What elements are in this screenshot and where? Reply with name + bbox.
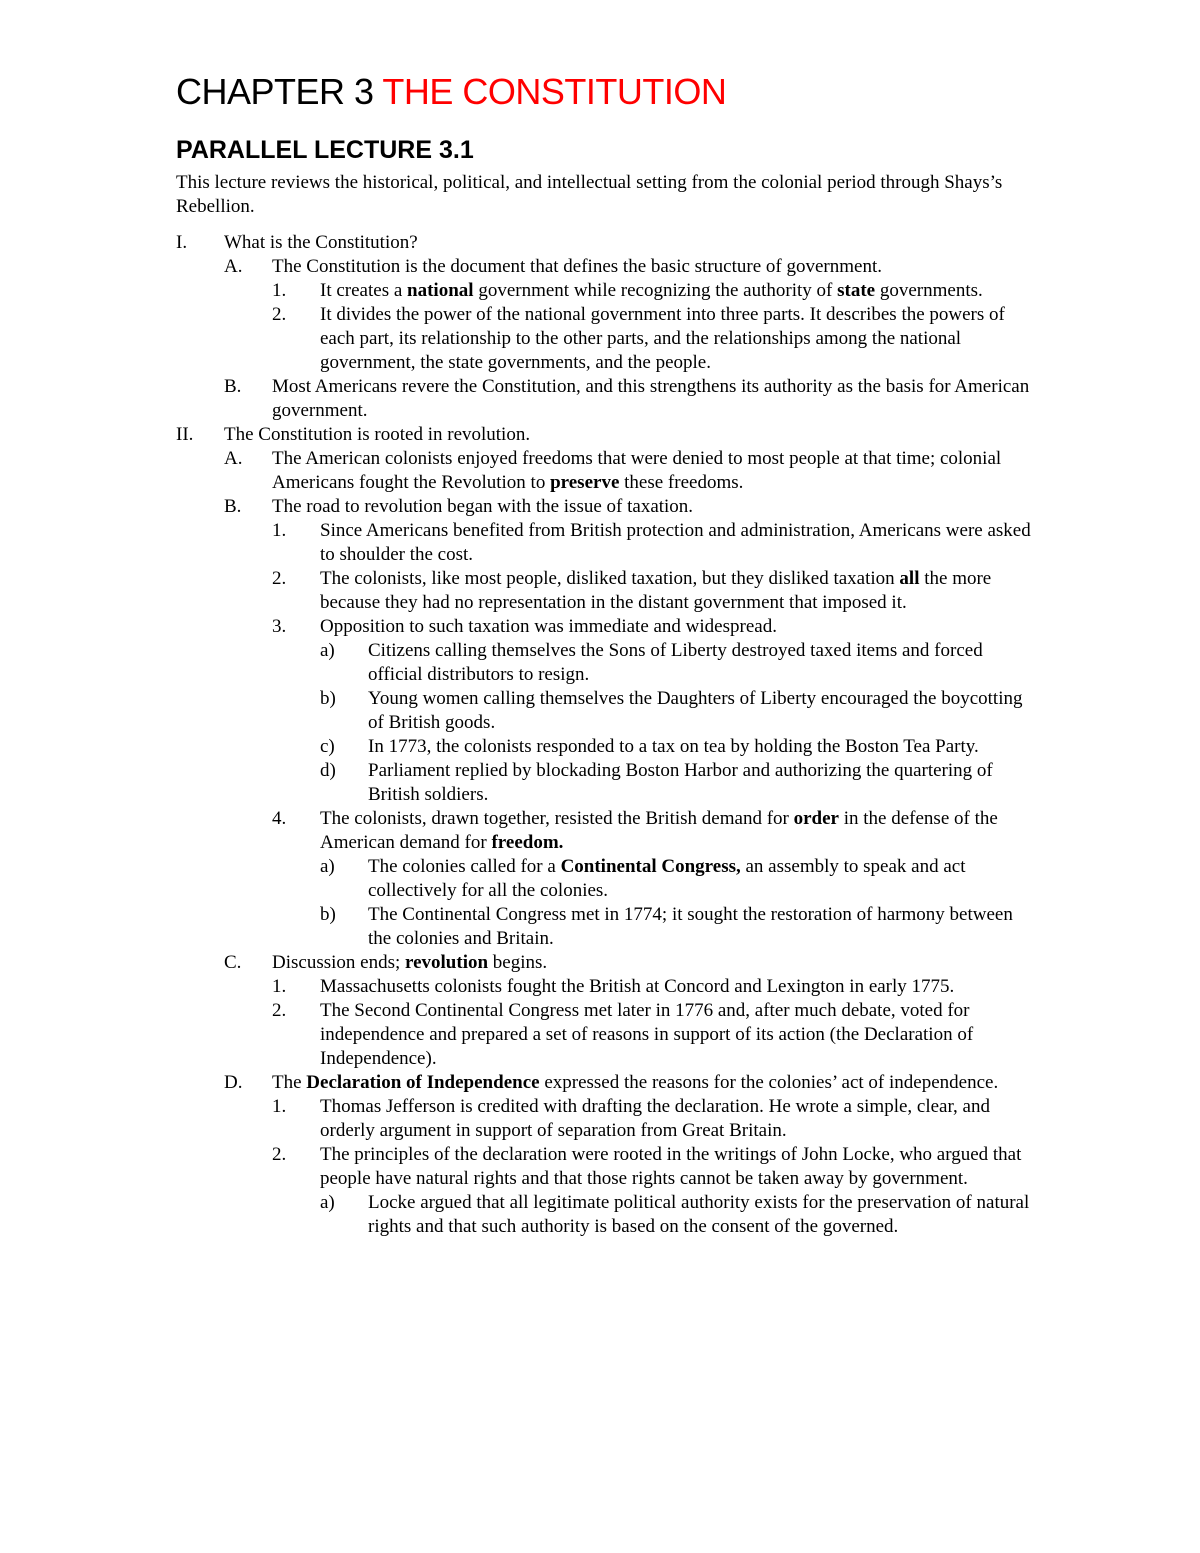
outline-item (176, 423, 1036, 447)
outline-text: Discussion ends; revolution begins. (272, 952, 548, 973)
outline-marker: II. (176, 424, 194, 445)
outline-item (176, 735, 1036, 759)
outline-item (176, 567, 1036, 615)
outline-marker: 2. (272, 568, 287, 589)
outline-marker: a) (320, 1192, 335, 1213)
outline-marker: b) (320, 904, 336, 925)
outline-marker: a) (320, 856, 335, 877)
outline-text: Citizens calling themselves the Sons of Liberty destroyed taxed items and forced official distributors to resign. (368, 640, 983, 685)
outline-item (176, 951, 1036, 975)
outline-marker: b) (320, 688, 336, 709)
outline-marker: d) (320, 760, 336, 781)
outline-marker: 1. (272, 976, 287, 997)
outline-text: The road to revolution began with the issue of taxation. (272, 496, 694, 517)
outline-text: The Constitution is rooted in revolution. (224, 424, 531, 445)
outline-text: The Constitution is the document that defines the basic structure of government. (272, 256, 882, 277)
outline-item (176, 1143, 1036, 1191)
outline-text: The colonists, like most people, disliked taxation, but they disliked taxation all the more because they had no representation in the distant government that imposed it. (320, 568, 992, 613)
outline-text: Parliament replied by blockading Boston Harbor and authorizing the quartering of British soldiers. (368, 760, 993, 805)
outline-text: In 1773, the colonists responded to a tax on tea by holding the Boston Tea Party. (368, 736, 979, 757)
outline-item (176, 615, 1036, 639)
outline-text: Locke argued that all legitimate political authority exists for the preservation of natural rights and that such authority is based on the consent of the governed. (368, 1192, 1030, 1237)
outline-item (176, 975, 1036, 999)
outline-marker: 1. (272, 280, 287, 301)
intro-paragraph: This lecture reviews the historical, political, and intellectual setting from the colonial period through Shays’s Rebellion. (176, 172, 1003, 217)
outline-marker: 2. (272, 1144, 287, 1165)
outline-item (176, 447, 1036, 495)
outline-item (176, 1095, 1036, 1143)
outline-text: The Continental Congress met in 1774; it sought the restoration of harmony between the colonies and Britain. (368, 904, 1013, 949)
outline-item (176, 687, 1036, 735)
outline-marker: A. (224, 448, 243, 469)
outline-item (176, 999, 1036, 1071)
outline-marker: I. (176, 232, 188, 253)
outline-item (176, 903, 1036, 951)
outline-marker: A. (224, 256, 243, 277)
chapter-title (176, 70, 726, 114)
lecture-outline (176, 231, 1036, 1239)
outline-text: The colonists, drawn together, resisted the British demand for order in the defense of the American demand for freedom. (320, 808, 998, 853)
outline-item (176, 639, 1036, 687)
outline-marker: C. (224, 952, 242, 973)
outline-marker: B. (224, 496, 242, 517)
outline-item (176, 1071, 1036, 1095)
outline-marker: 2. (272, 304, 287, 325)
outline-text: Since Americans benefited from British protection and administration, Americans were asked to shoulder the cost. (320, 520, 1031, 565)
outline-text: It creates a national government while recognizing the authority of state governments. (320, 280, 983, 301)
outline-item (176, 495, 1036, 519)
outline-item (176, 519, 1036, 567)
outline-marker: 4. (272, 808, 287, 829)
outline-marker: 1. (272, 520, 287, 541)
outline-item (176, 759, 1036, 807)
outline-marker: D. (224, 1072, 243, 1093)
outline-text: Massachusetts colonists fought the British at Concord and Lexington in early 1775. (320, 976, 955, 997)
outline-item (176, 279, 1036, 303)
outline-item (176, 231, 1036, 255)
outline-text: Opposition to such taxation was immediate and widespread. (320, 616, 777, 637)
outline-item (176, 375, 1036, 423)
outline-item (176, 303, 1036, 375)
chapter-name: THE CONSTITUTION (382, 71, 727, 112)
outline-text: What is the Constitution? (224, 232, 418, 253)
outline-text: The Declaration of Independence expressed the reasons for the colonies’ act of independence. (272, 1072, 999, 1093)
outline-marker: c) (320, 736, 335, 757)
outline-marker: 2. (272, 1000, 287, 1021)
outline-marker: 1. (272, 1096, 287, 1117)
outline-text: It divides the power of the national government into three parts. It describes the powers of each part, its relationship to the other parts, and the relationships among the national government, the state governments, and the people. (320, 304, 1005, 373)
outline-text: Young women calling themselves the Daughters of Liberty encouraged the boycotting of British goods. (368, 688, 1023, 733)
outline-text: Most Americans revere the Constitution, and this strengthens its authority as the basis for American government. (272, 376, 1030, 421)
outline-item (176, 255, 1036, 279)
outline-marker: 3. (272, 616, 287, 637)
chapter-number: CHAPTER 3 (176, 71, 383, 112)
outline-text: The American colonists enjoyed freedoms that were denied to most people at that time; colonial Americans fought the Revolution to preserve these freedoms. (272, 448, 1002, 493)
outline-text: The principles of the declaration were rooted in the writings of John Locke, who argued that people have natural rights and that those rights cannot be taken away by government. (320, 1144, 1022, 1189)
outline-marker: B. (224, 376, 242, 397)
lecture-title: PARALLEL LECTURE 3.1 (176, 136, 474, 164)
outline-text: The Second Continental Congress met later in 1776 and, after much debate, voted for independence and prepared a set of reasons in support of its action (the Declaration of Independence). (320, 1000, 974, 1069)
outline-text: The colonies called for a Continental Congress, an assembly to speak and act collectively for all the colonies. (368, 856, 966, 901)
outline-text: Thomas Jefferson is credited with drafting the declaration. He wrote a simple, clear, and orderly argument in support of separation from Great Britain. (320, 1096, 990, 1141)
outline-item (176, 1191, 1036, 1239)
outline-marker: a) (320, 640, 335, 661)
outline-item (176, 855, 1036, 903)
outline-item (176, 807, 1036, 855)
